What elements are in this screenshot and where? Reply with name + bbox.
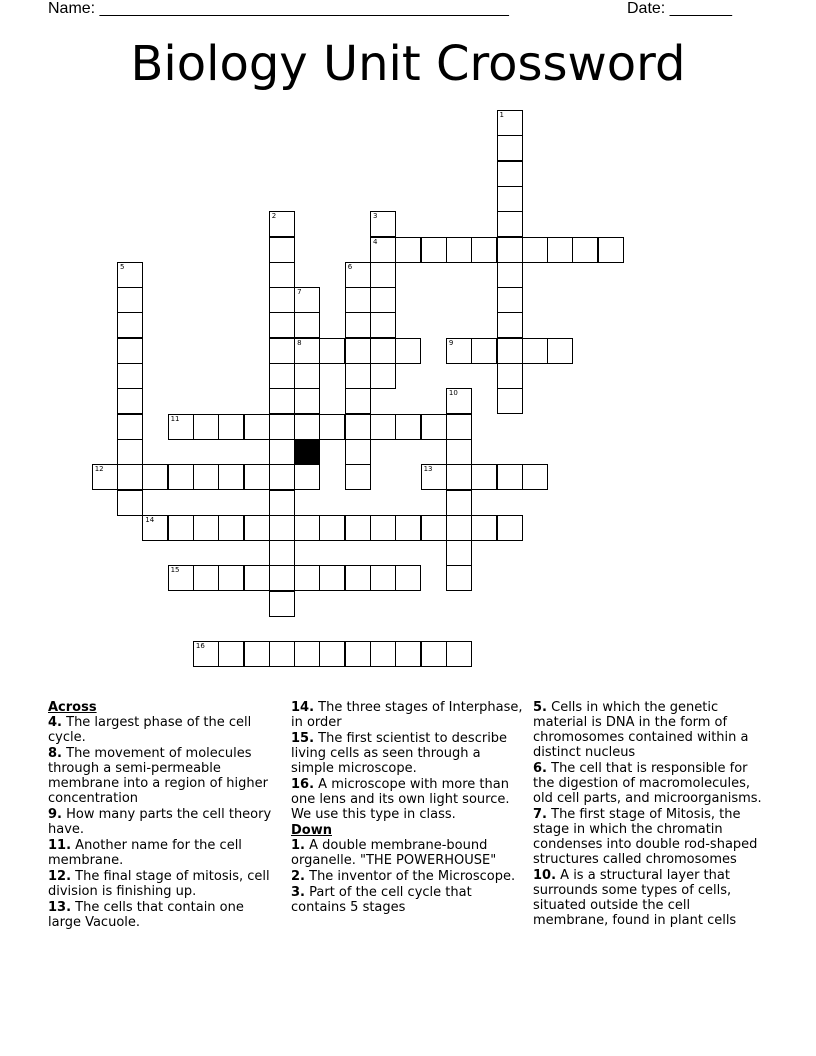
grid-cell[interactable] — [117, 439, 143, 465]
grid-cell[interactable] — [168, 515, 194, 541]
grid-cell[interactable] — [117, 262, 143, 288]
grid-cell[interactable] — [117, 414, 143, 440]
grid-cell[interactable] — [218, 515, 244, 541]
grid-cell[interactable] — [142, 515, 168, 541]
grid-cell[interactable] — [193, 515, 219, 541]
clue-number: 11 — [170, 414, 180, 423]
grid-cell[interactable] — [522, 338, 548, 364]
grid-cell[interactable] — [269, 211, 295, 237]
grid-cell[interactable] — [269, 237, 295, 263]
grid-cell[interactable] — [168, 464, 194, 490]
grid-cell[interactable] — [345, 287, 371, 313]
grid-cell[interactable] — [345, 363, 371, 389]
grid-cell[interactable] — [269, 312, 295, 338]
page-title: Biology Unit Crossword — [130, 36, 686, 92]
clue-number: 2 — [271, 212, 277, 221]
down-heading: Down — [291, 823, 332, 838]
grid-cell[interactable] — [218, 414, 244, 440]
grid-cell[interactable] — [370, 237, 396, 263]
grid-cell[interactable] — [294, 363, 320, 389]
grid-cell[interactable] — [345, 262, 371, 288]
grid-cell[interactable] — [345, 439, 371, 465]
grid-cell[interactable] — [446, 540, 472, 566]
grid-cell[interactable] — [269, 591, 295, 617]
grid-cell[interactable] — [117, 312, 143, 338]
grid-cell[interactable] — [269, 464, 295, 490]
clue-down-3: 3. Part of the cell cycle that contains 5 stages — [291, 885, 472, 915]
grid-cell[interactable] — [471, 515, 497, 541]
grid-cell[interactable] — [117, 338, 143, 364]
clue-number: 7 — [297, 288, 302, 297]
black-cell — [294, 439, 320, 465]
grid-cell[interactable] — [193, 414, 219, 440]
grid-cell[interactable] — [117, 287, 143, 313]
grid-cell[interactable] — [117, 490, 143, 516]
grid-cell[interactable] — [421, 641, 447, 667]
grid-cell[interactable] — [345, 414, 371, 440]
grid-cell[interactable] — [370, 338, 396, 364]
grid-cell[interactable] — [345, 388, 371, 414]
clue-down-6: 6. The cell that is responsible for the digestion of macromolecules, old cell parts, and microorganisms. — [533, 761, 762, 806]
clue-column-1 — [48, 700, 280, 931]
clue-across-13: 13. The cells that contain one large Vacuole. — [48, 900, 244, 930]
grid-cell[interactable] — [269, 515, 295, 541]
grid-cell[interactable] — [446, 414, 472, 440]
grid-cell[interactable] — [497, 262, 523, 288]
grid-cell[interactable] — [142, 464, 168, 490]
clue-across-4: 4. The largest phase of the cell cycle. — [48, 715, 252, 745]
grid-cell[interactable] — [168, 565, 194, 591]
clue-number: 12 — [94, 465, 104, 474]
clue-across-11: 11. Another name for the cell membrane. — [48, 838, 242, 868]
grid-cell[interactable] — [497, 287, 523, 313]
clue-number: 10 — [448, 389, 458, 398]
clue-number: 16 — [195, 642, 205, 651]
grid-cell[interactable] — [319, 338, 345, 364]
grid-cell[interactable] — [497, 237, 523, 263]
grid-cell[interactable] — [345, 338, 371, 364]
grid-cell[interactable] — [446, 515, 472, 541]
clue-across-16: 16. A microscope with more than one lens and its own light source. We use this type in class. — [291, 777, 510, 822]
grid-cell[interactable] — [446, 490, 472, 516]
grid-cell[interactable] — [269, 262, 295, 288]
grid-cell[interactable] — [522, 237, 548, 263]
clue-number: 6 — [347, 262, 353, 271]
grid-cell[interactable] — [269, 540, 295, 566]
grid-cell[interactable] — [370, 211, 396, 237]
grid-cell[interactable] — [92, 464, 118, 490]
clue-across-12: 12. The final stage of mitosis, cell division is finishing up. — [48, 869, 270, 899]
grid-cell[interactable] — [497, 363, 523, 389]
grid-cell[interactable] — [117, 363, 143, 389]
grid-cell[interactable] — [244, 515, 270, 541]
grid-cell[interactable] — [345, 641, 371, 667]
grid-cell[interactable] — [269, 363, 295, 389]
grid-cell[interactable] — [497, 388, 523, 414]
grid-cell[interactable] — [395, 641, 421, 667]
grid-cell[interactable] — [168, 414, 194, 440]
clue-number: 15 — [170, 566, 180, 575]
grid-cell[interactable] — [497, 186, 523, 212]
grid-cell[interactable] — [269, 287, 295, 313]
grid-cell[interactable] — [395, 565, 421, 591]
grid-cell[interactable] — [395, 414, 421, 440]
clue-down-1: 1. A double membrane-bound organelle. "THE POWERHOUSE" — [291, 838, 497, 868]
grid-cell[interactable] — [497, 211, 523, 237]
grid-cell[interactable] — [193, 641, 219, 667]
grid-cell[interactable] — [421, 414, 447, 440]
clue-column-2 — [291, 700, 523, 916]
grid-cell[interactable] — [294, 287, 320, 313]
grid-cell[interactable] — [370, 565, 396, 591]
grid-cell[interactable] — [294, 464, 320, 490]
grid-cell[interactable] — [218, 565, 244, 591]
grid-cell[interactable] — [370, 363, 396, 389]
clue-number: 14 — [145, 515, 155, 524]
grid-cell[interactable] — [345, 515, 371, 541]
clue-down-10: 10. A is a structural layer that surrounds some types of cells, situated outside the cell membrane, found in plant cells — [533, 868, 737, 928]
clue-number: 8 — [297, 338, 302, 347]
grid-cell[interactable] — [244, 464, 270, 490]
grid-cell[interactable] — [446, 464, 472, 490]
grid-cell[interactable] — [193, 565, 219, 591]
clue-number: 4 — [373, 237, 378, 246]
clue-number: 9 — [448, 338, 454, 347]
grid-cell[interactable] — [421, 464, 447, 490]
grid-cell[interactable] — [294, 515, 320, 541]
grid-cell[interactable] — [471, 464, 497, 490]
grid-cell[interactable] — [269, 490, 295, 516]
grid-cell[interactable] — [446, 338, 472, 364]
clue-down-5: 5. Cells in which the genetic material is DNA in the form of chromosomes contained within a distinct nucleus — [533, 700, 749, 760]
grid-cell[interactable] — [294, 565, 320, 591]
grid-cell[interactable] — [497, 338, 523, 364]
grid-cell[interactable] — [497, 135, 523, 161]
grid-cell[interactable] — [294, 414, 320, 440]
clue-number: 1 — [499, 111, 504, 119]
grid-cell[interactable] — [370, 515, 396, 541]
grid-cell[interactable] — [370, 312, 396, 338]
grid-cell[interactable] — [269, 414, 295, 440]
grid-cell[interactable] — [395, 338, 421, 364]
across-heading: Across — [48, 700, 97, 715]
grid-cell[interactable] — [446, 439, 472, 465]
grid-cell[interactable] — [370, 414, 396, 440]
grid-cell[interactable] — [446, 388, 472, 414]
grid-cell[interactable] — [244, 641, 270, 667]
clue-across-14: 14. The three stages of Interphase, in order — [291, 700, 523, 730]
grid-cell[interactable] — [193, 464, 219, 490]
name-field[interactable]: Name: ______________________________________________ — [48, 0, 509, 17]
clue-down-2: 2. The inventor of the Microscope. — [291, 869, 516, 884]
grid-cell[interactable] — [269, 439, 295, 465]
grid-cell[interactable] — [572, 237, 598, 263]
grid-cell[interactable] — [395, 237, 421, 263]
grid-cell[interactable] — [294, 338, 320, 364]
grid-cell[interactable] — [218, 464, 244, 490]
grid-cell[interactable] — [446, 565, 472, 591]
grid-cell[interactable] — [319, 515, 345, 541]
grid-cell[interactable] — [218, 641, 244, 667]
clue-column-3 — [533, 700, 765, 929]
grid-cell[interactable] — [269, 641, 295, 667]
grid-cell[interactable] — [497, 161, 523, 187]
grid-cell[interactable] — [269, 338, 295, 364]
grid-cell[interactable] — [370, 287, 396, 313]
grid-cell[interactable] — [370, 641, 396, 667]
grid-cell[interactable] — [471, 237, 497, 263]
grid-cell[interactable] — [345, 565, 371, 591]
grid-cell[interactable] — [319, 414, 345, 440]
grid-cell[interactable] — [294, 312, 320, 338]
grid-cell[interactable] — [446, 237, 472, 263]
clue-down-7: 7. The first stage of Mitosis, the stage in which the chromatin condenses into double rod-shaped structures called chromosomes — [533, 807, 758, 867]
grid-cell[interactable] — [547, 338, 573, 364]
clue-number: 5 — [120, 262, 125, 271]
grid-cell[interactable] — [244, 565, 270, 591]
grid-cell[interactable] — [446, 641, 472, 667]
grid-cell[interactable] — [522, 464, 548, 490]
clue-across-9: 9. How many parts the cell theory have. — [48, 807, 272, 837]
clue-across-8: 8. The movement of molecules through a semi-permeable membrane into a region of higher concentration — [48, 746, 268, 806]
grid-cell[interactable] — [294, 641, 320, 667]
grid-cell[interactable] — [345, 312, 371, 338]
grid-cell[interactable] — [497, 515, 523, 541]
grid-cell[interactable] — [471, 338, 497, 364]
grid-cell[interactable] — [497, 110, 523, 136]
clue-number: 13 — [423, 465, 433, 474]
grid-cell[interactable] — [117, 388, 143, 414]
clue-across-15: 15. The first scientist to describe living cells as seen through a simple microscope. — [291, 731, 508, 776]
grid-cell[interactable] — [345, 464, 371, 490]
grid-cell[interactable] — [421, 237, 447, 263]
grid-cell[interactable] — [547, 237, 573, 263]
grid-cell[interactable] — [269, 565, 295, 591]
grid-cell[interactable] — [319, 565, 345, 591]
grid-cell[interactable] — [497, 464, 523, 490]
grid-cell[interactable] — [294, 388, 320, 414]
grid-cell[interactable] — [370, 262, 396, 288]
grid-cell[interactable] — [319, 641, 345, 667]
grid-cell[interactable] — [497, 312, 523, 338]
grid-cell[interactable] — [395, 515, 421, 541]
grid-cell[interactable] — [421, 515, 447, 541]
grid-cell[interactable] — [244, 414, 270, 440]
grid-cell[interactable] — [598, 237, 624, 263]
grid-cell[interactable] — [117, 464, 143, 490]
date-field[interactable]: Date: _______ — [627, 0, 732, 17]
grid-cell[interactable] — [269, 388, 295, 414]
clue-number: 3 — [373, 212, 378, 221]
